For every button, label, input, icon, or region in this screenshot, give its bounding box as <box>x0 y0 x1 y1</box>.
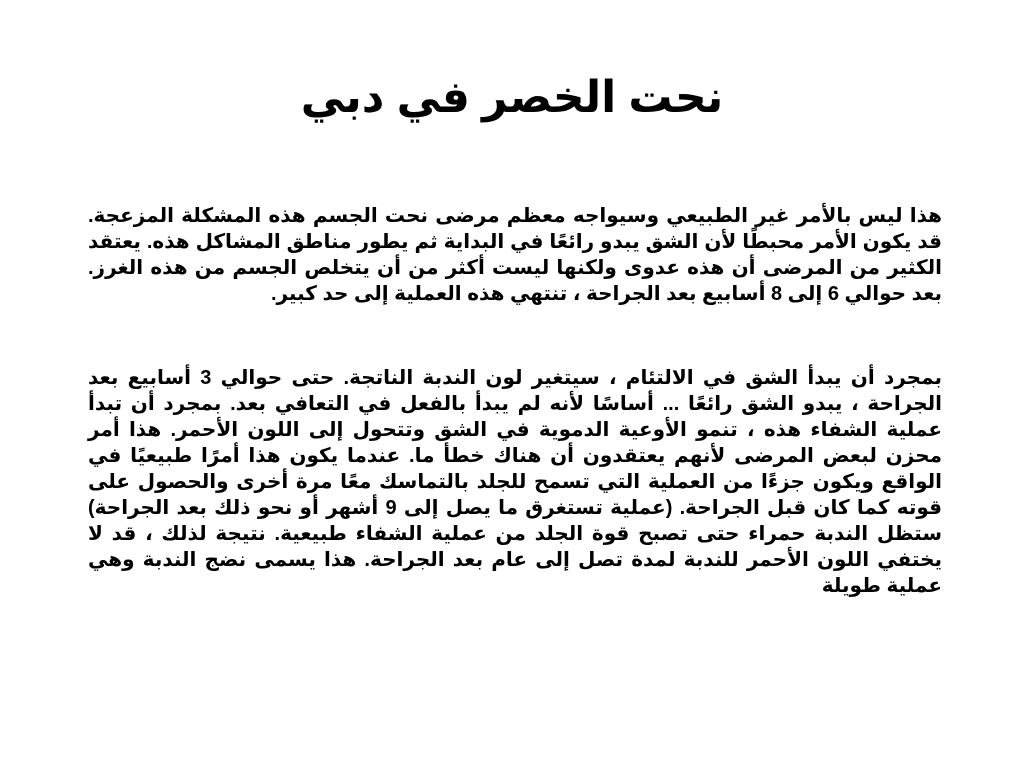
paragraph-1: هذا ليس بالأمر غير الطبيعي وسيواجه معظم مرضى نحت الجسم هذه المشكلة المزعجة. قد يكون الأمر محبطًا لأن الشق يبدو رائعًا في البداية ثم يطور مناطق المشاكل هذه. يعتقد الكثير من المرضى أن هذه عدوى ولكنها ليست أكثر من أن يتخلص الجسم من هذه الغرز. بعد حوالي 6 إلى 8 أسابيع بعد الجراحة ، تنتهي هذه العملية إلى حد كبير. <box>88 205 942 305</box>
paragraph-2: بمجرد أن يبدأ الشق في الالتئام ، سيتغير لون الندبة الناتجة. حتى حوالي 3 أسابيع بعد الجراحة ، يبدو الشق رائعًا ... أساسًا لأنه لم يبدأ بالفعل في التعافي بعد. بمجرد أن تبدأ عملية الشفاء هذه ، تنمو الأوعية الدموية في الشق وتتحول إلى اللون الأحمر. هذا أمر محزن لبعض المرضى لأنهم يعتقدون أن هناك خطأ ما. عندما يكون هذا أمرًا طبيعيًا في الواقع ويكون جزءًا من العملية التي تسمح للجلد بالتماسك معًا مرة أخرى والحصول على قوته كما كان قبل الجراحة. (عملية تستغرق ما يصل إلى 9 أشهر أو نحو ذلك بعد الجراحة) ستظل الندبة حمراء حتى تصبح قوة الجلد من عملية الشفاء طبيعية. نتيجة لذلك ، قد لا يختفي اللون الأحمر للندبة لمدة تصل إلى عام بعد الجراحة. هذا يسمى نضج الندبة وهي عملية طويلة <box>88 367 942 597</box>
slide-title: نحت الخصر في دبي <box>300 73 724 122</box>
